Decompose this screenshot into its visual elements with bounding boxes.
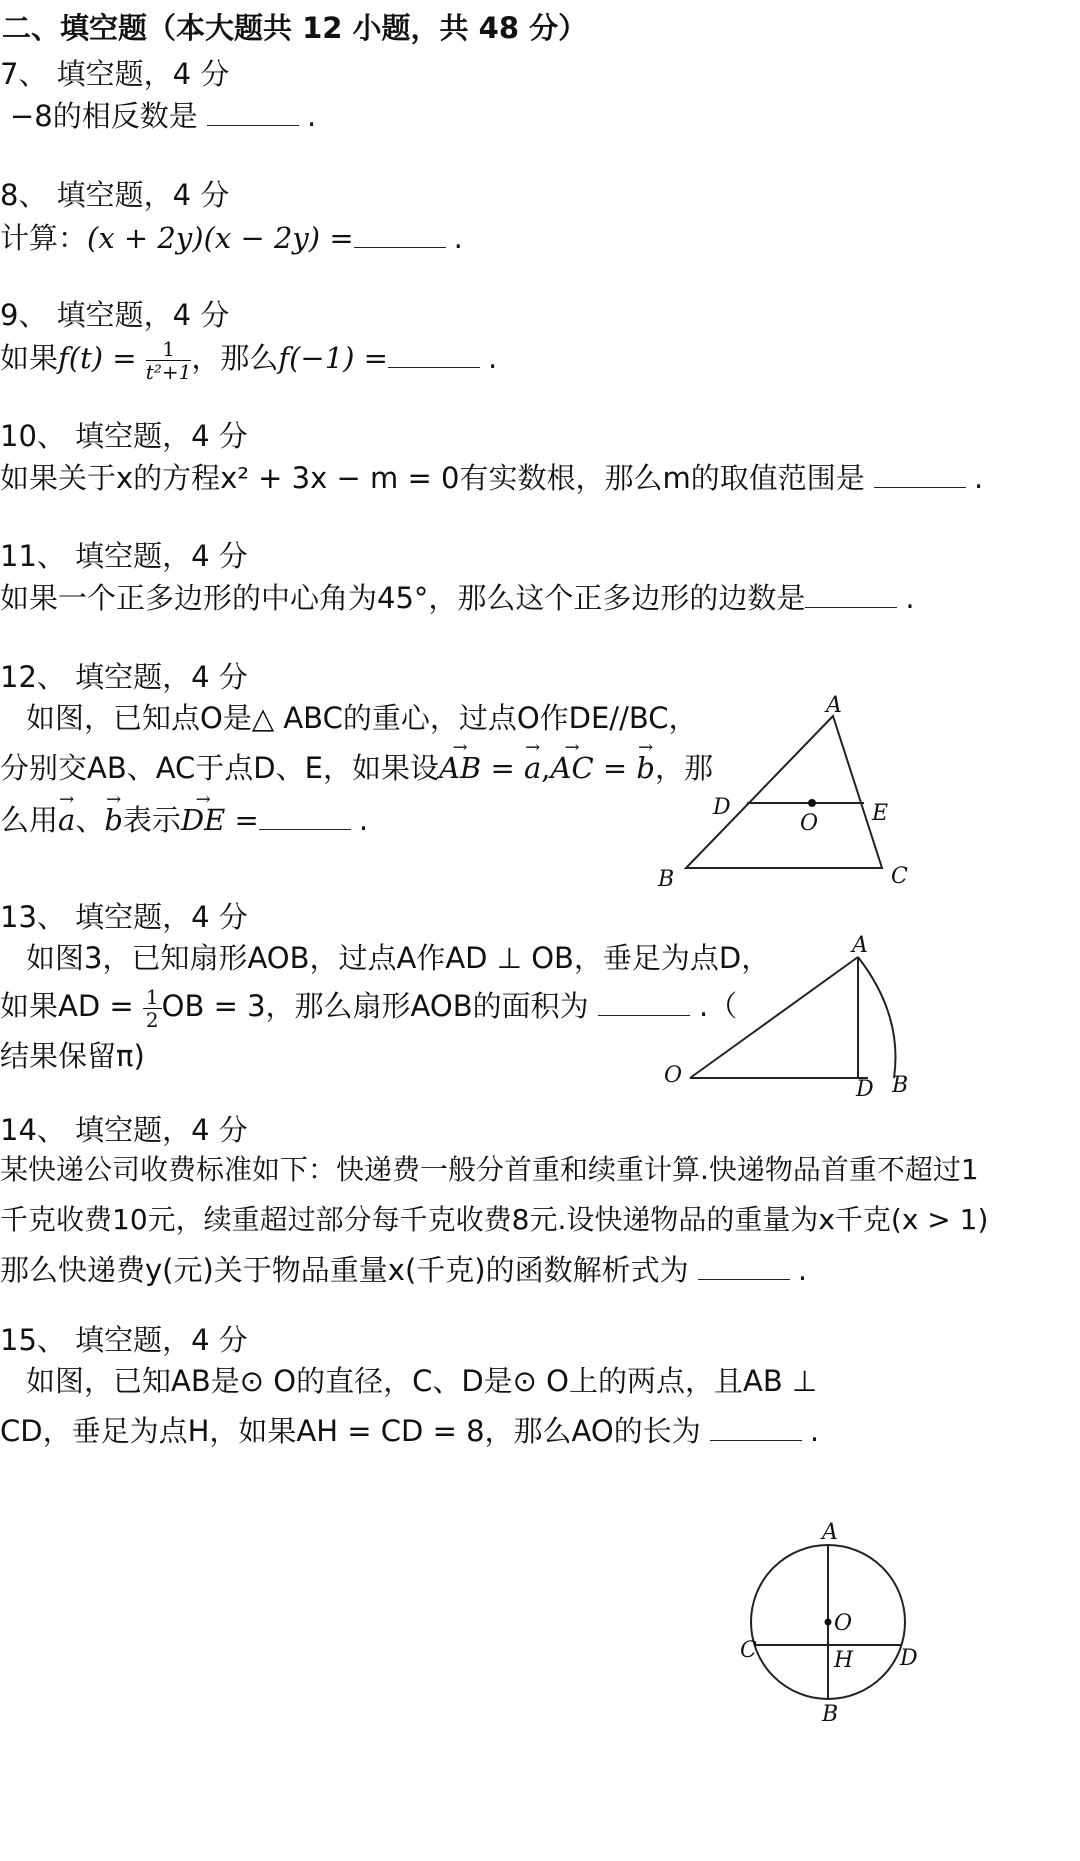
label-C: C bbox=[891, 864, 908, 889]
label-B: B bbox=[892, 1073, 909, 1098]
label-D: D bbox=[900, 1646, 918, 1671]
question-13-header: 13、 填空题，4 分 bbox=[0, 900, 248, 934]
label-C: C bbox=[740, 1638, 757, 1663]
question-13-line1: 如图3，已知扇形AOB，过点A作AD ⊥ OB，垂足为点D， bbox=[26, 941, 771, 975]
question-15-header: 15、 填空题，4 分 bbox=[0, 1323, 248, 1357]
answer-blank-12[interactable] bbox=[259, 805, 351, 830]
question-11-body: 如果一个正多边形的中心角为45°，那么这个正多边形的边数是 bbox=[0, 581, 806, 615]
figure-15-circle bbox=[730, 1345, 1080, 1861]
question-9-header: 9、 填空题，4 分 bbox=[0, 298, 230, 332]
question-10-body: 如果关于x的方程x² + 3x − m = 0有实数根，那么m的取值范围是 bbox=[0, 461, 865, 495]
question-8-expression: (x + 2y)(x − 2y) = bbox=[87, 221, 354, 255]
question-12-line3: 么用→ a、→ b表示→ DE = . bbox=[0, 792, 368, 848]
label-B: B bbox=[822, 1702, 839, 1727]
question-13-line3: 结果保留π) bbox=[0, 1039, 145, 1073]
label-O: O bbox=[834, 1611, 853, 1636]
question-7-header: 7、 填空题，4 分 bbox=[0, 57, 230, 91]
question-12-line1: 如图，已知点O是△ ABC的重心，过点O作DE//BC， bbox=[26, 701, 698, 735]
section-title: 二、填空题（本大题共 12 小题，共 48 分） bbox=[2, 11, 588, 45]
question-10-text: 如果关于x的方程x² + 3x − m = 0有实数根，那么m的取值范围是 . bbox=[0, 461, 984, 495]
answer-blank-11[interactable] bbox=[805, 583, 897, 608]
question-13-line2: 如果AD = $\frac{1}{2}$ OB = 3，那么扇形AOB的面积为 .（ bbox=[0, 984, 738, 1032]
question-14-line2: 千克收费10元，续重超过部分每千克收费8元.设快递物品的重量为x千克(x > 1) bbox=[0, 1203, 989, 1236]
label-E: E bbox=[872, 801, 889, 826]
question-9-text: 如果f(t) = $\frac{1}{\text{t²+1}}$ ，那么f(−1) = . bbox=[0, 336, 498, 384]
label-D: D bbox=[856, 1077, 874, 1100]
question-9-expression: f(−1) = bbox=[278, 341, 388, 375]
figure-13-sector bbox=[650, 930, 920, 1100]
question-7-text: −8的相反数是 . bbox=[10, 99, 317, 133]
question-12-line2: 分别交AB、AC于点D、E，如果设→ AB = → a,→ AC = → b，那 bbox=[0, 740, 713, 796]
question-15-line1: 如图，已知AB是⊙ O的直径，C、D是⊙ O上的两点，且AB ⊥ bbox=[26, 1364, 818, 1398]
vector-AC: → AC bbox=[551, 740, 594, 796]
question-8-header: 8、 填空题，4 分 bbox=[0, 178, 230, 212]
question-14-header: 14、 填空题，4 分 bbox=[0, 1113, 248, 1147]
question-7-body: −8的相反数是 bbox=[10, 99, 198, 133]
question-12-header: 12、 填空题，4 分 bbox=[0, 660, 248, 694]
question-14-line3: 那么快递费y(元)关于物品重量x(千克)的函数解析式为 . bbox=[0, 1253, 808, 1287]
question-8-text: 计算：(x + 2y)(x − 2y) = . bbox=[0, 221, 463, 255]
label-A: A bbox=[826, 693, 842, 718]
answer-blank-8[interactable] bbox=[354, 223, 446, 248]
label-A: A bbox=[852, 933, 868, 958]
label-B: B bbox=[658, 867, 675, 892]
question-9-mid: ，那么 bbox=[191, 341, 279, 375]
vector-AB: → AB bbox=[439, 740, 481, 796]
figure-12-triangle bbox=[650, 690, 920, 900]
fraction-9: $\frac{1}{\text{t²+1}}$ bbox=[145, 336, 192, 384]
question-11-text: 如果一个正多边形的中心角为45°，那么这个正多边形的边数是 . bbox=[0, 581, 915, 615]
question-11-header: 11、 填空题，4 分 bbox=[0, 539, 248, 573]
vector-DE: → DE bbox=[181, 792, 225, 848]
vector-b: → b bbox=[636, 740, 655, 796]
answer-blank-14[interactable] bbox=[698, 1255, 790, 1280]
label-H: H bbox=[834, 1648, 854, 1673]
answer-blank-7[interactable] bbox=[207, 101, 299, 126]
question-9-prefix: 如果 bbox=[0, 341, 59, 375]
fraction-13: $\frac{1}{2}$ bbox=[143, 986, 162, 1031]
label-A: A bbox=[822, 1520, 838, 1545]
question-10-header: 10、 填空题，4 分 bbox=[0, 419, 248, 453]
vector-a: → a bbox=[524, 740, 541, 796]
answer-blank-10[interactable] bbox=[874, 463, 966, 488]
question-14-line1: 某快递公司收费标准如下：快递费一般分首重和续重计算.快递物品首重不超过1 bbox=[0, 1153, 979, 1186]
label-O: O bbox=[664, 1063, 683, 1088]
answer-blank-9[interactable] bbox=[388, 343, 480, 368]
question-15-line2: CD，垂足为点H，如果AH = CD = 8，那么AO的长为 . bbox=[0, 1414, 820, 1448]
label-D: D bbox=[713, 795, 731, 820]
label-O: O bbox=[800, 811, 819, 836]
question-8-prefix: 计算： bbox=[0, 221, 88, 255]
